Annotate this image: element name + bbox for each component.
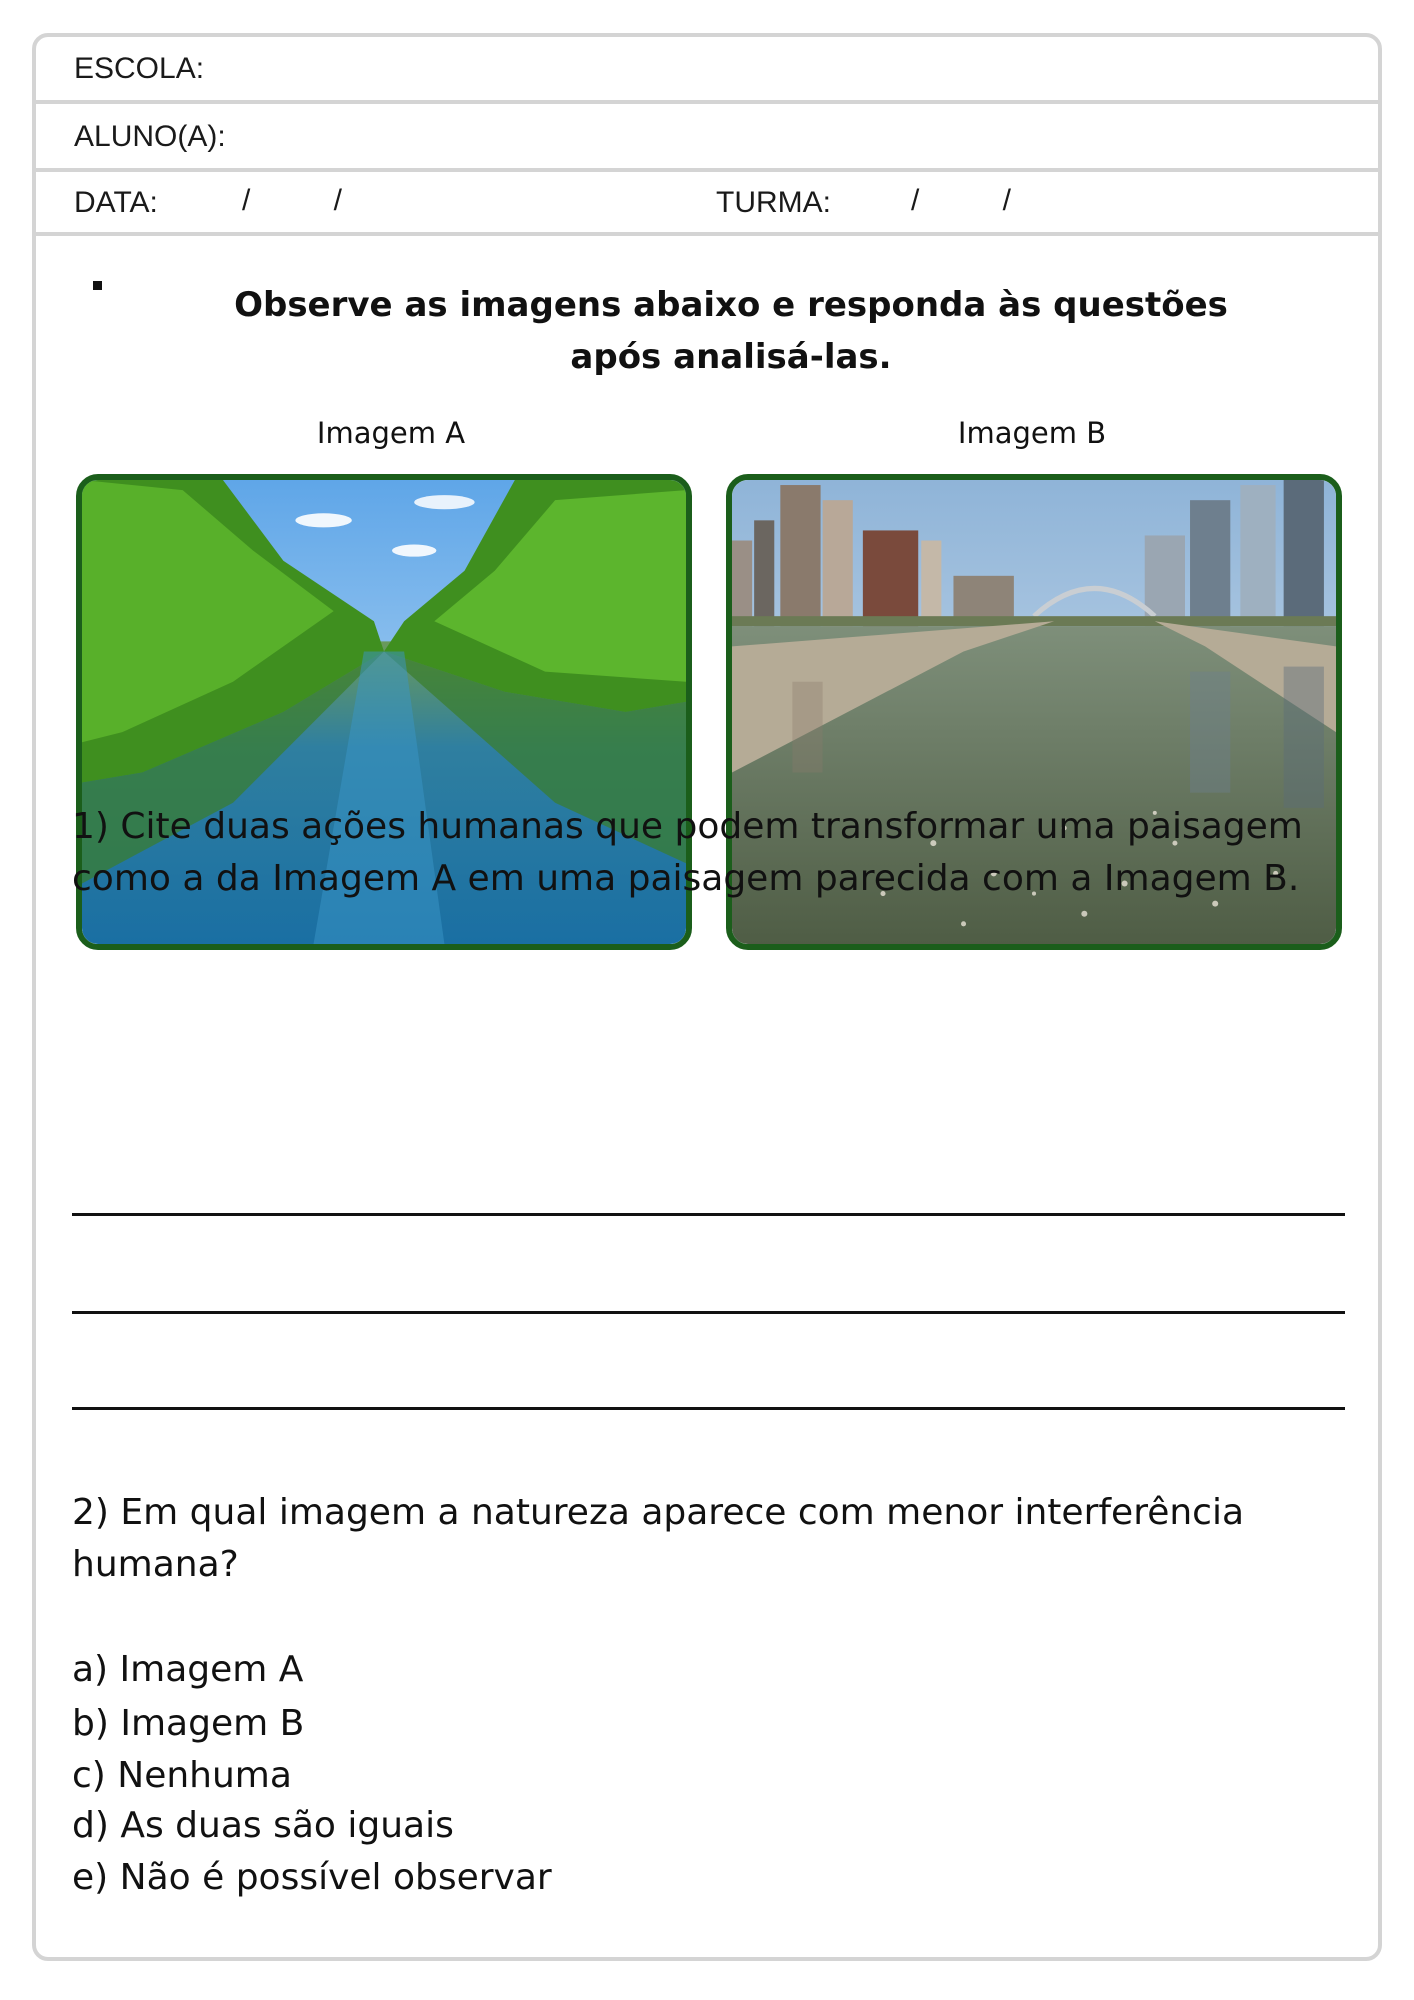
student-row[interactable] xyxy=(36,104,1378,172)
question-1-line-2: como a da Imagem A em uma paisagem parecida com a Imagem B. xyxy=(72,858,1300,899)
question-2-line-1: 2) Em qual imagem a natureza aparece com menor interferência xyxy=(72,1492,1245,1533)
bullet-icon xyxy=(93,281,102,290)
image-a-caption: Imagem A xyxy=(316,416,466,450)
option-d[interactable]: d) As duas são iguais xyxy=(72,1805,454,1846)
date-slashes: / / xyxy=(242,184,343,217)
school-label: ESCOLA: xyxy=(74,52,205,85)
date-class-row[interactable] xyxy=(36,172,1378,236)
question-1-line-1: 1) Cite duas ações humanas que podem transformar uma paisagem xyxy=(72,806,1303,847)
instruction-line-1: Observe as imagens abaixo e responda às questões xyxy=(234,285,1228,325)
instruction-line-2: após analisá-las. xyxy=(570,337,892,377)
class-label: TURMA: xyxy=(716,186,831,219)
question-2 xyxy=(72,1487,1332,1591)
school-row[interactable] xyxy=(36,37,1378,104)
class-slashes: / / xyxy=(911,184,1012,217)
date-label: DATA: xyxy=(74,186,158,219)
answer-line-3[interactable] xyxy=(72,1407,1345,1410)
answer-line-1[interactable] xyxy=(72,1213,1345,1216)
question-2-line-2: humana? xyxy=(72,1544,239,1585)
option-e[interactable]: e) Não é possível observar xyxy=(72,1857,552,1898)
instruction-title xyxy=(156,279,1306,383)
worksheet-frame xyxy=(32,33,1382,1961)
answer-line-2[interactable] xyxy=(72,1311,1345,1314)
image-b-caption: Imagem B xyxy=(957,416,1107,450)
option-b[interactable]: b) Imagem B xyxy=(72,1703,305,1744)
option-a[interactable]: a) Imagem A xyxy=(72,1649,304,1690)
question-1 xyxy=(72,801,1332,905)
option-c[interactable]: c) Nenhuma xyxy=(72,1755,292,1796)
student-label: ALUNO(A): xyxy=(74,120,226,153)
